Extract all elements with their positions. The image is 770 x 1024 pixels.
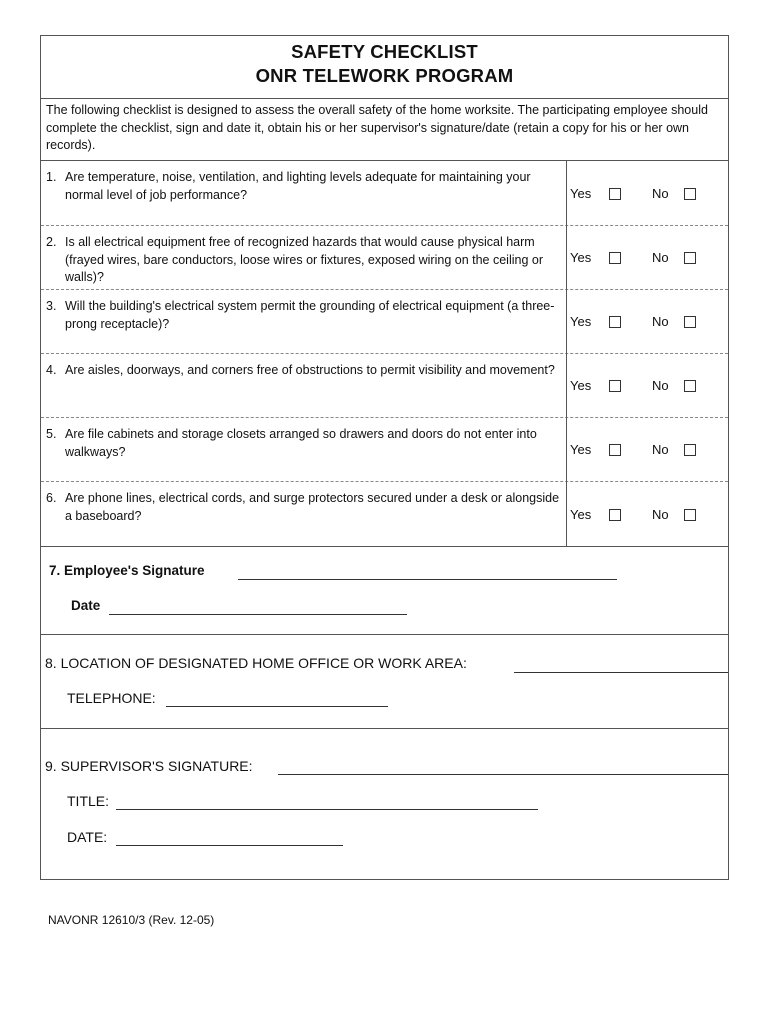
no-checkbox[interactable] — [684, 252, 696, 264]
telephone-label: TELEPHONE: — [67, 690, 156, 706]
supervisor-signature-label: 9. SUPERVISOR'S SIGNATURE: — [45, 758, 253, 774]
column-divider — [566, 482, 567, 547]
no-checkbox[interactable] — [684, 380, 696, 392]
question-number: 1. — [46, 170, 57, 184]
question-text: Are phone lines, electrical cords, and surge protectors secured under a desk or alongside a baseboard? — [65, 491, 560, 523]
yes-checkbox[interactable] — [609, 188, 621, 200]
question-text: Will the building's electrical system permit the grounding of electrical equipment (a three-prong receptacle)? — [65, 299, 555, 331]
form-header — [41, 36, 728, 99]
no-checkbox[interactable] — [684, 188, 696, 200]
yes-label: Yes — [570, 186, 592, 201]
supervisor-title-field[interactable] — [116, 809, 538, 810]
checklist-questions — [41, 161, 728, 547]
yes-checkbox[interactable] — [609, 444, 621, 456]
safety-checklist-form — [40, 35, 729, 880]
question-text-block — [46, 169, 562, 204]
form-subtitle: ONR TELEWORK PROGRAM — [255, 65, 514, 86]
checklist-item — [41, 226, 728, 290]
column-divider — [566, 354, 567, 418]
no-label: No — [652, 186, 669, 201]
yes-label: Yes — [570, 314, 592, 329]
yes-checkbox[interactable] — [609, 380, 621, 392]
checklist-item — [41, 482, 728, 547]
checklist-item — [41, 418, 728, 482]
location-label: 8. LOCATION OF DESIGNATED HOME OFFICE OR WORK AREA: — [45, 655, 467, 671]
yes-label: Yes — [570, 250, 592, 265]
supervisor-section — [41, 729, 728, 879]
supervisor-date-field[interactable] — [116, 845, 343, 846]
question-text-block — [46, 490, 562, 525]
yes-label: Yes — [570, 507, 592, 522]
question-text: Are temperature, noise, ventilation, and lighting levels adequate for maintaining your normal level of job performance? — [65, 170, 531, 202]
no-checkbox[interactable] — [684, 509, 696, 521]
column-divider — [566, 161, 567, 226]
question-number: 2. — [46, 235, 57, 249]
employee-date-label: Date — [71, 598, 101, 613]
no-label: No — [652, 507, 669, 522]
yes-checkbox[interactable] — [609, 252, 621, 264]
no-label: No — [652, 314, 669, 329]
question-number: 4. — [46, 363, 57, 377]
supervisor-title-label: TITLE: — [67, 793, 110, 809]
no-checkbox[interactable] — [684, 316, 696, 328]
question-number: 3. — [46, 299, 57, 313]
employee-date-field[interactable] — [109, 614, 407, 615]
no-label: No — [652, 442, 669, 457]
checklist-item — [41, 290, 728, 354]
supervisor-signature-field[interactable] — [278, 774, 728, 775]
employee-signature-field[interactable] — [238, 579, 617, 580]
question-text: Are file cabinets and storage closets arranged so drawers and doors do not enter into walkways? — [65, 427, 537, 459]
location-section — [41, 635, 728, 729]
question-text: Is all electrical equipment free of recognized hazards that would cause physical harm (frayed wires, bare conductors, loose wires or fixtures, exposed wiring on the ceiling or walls)? — [65, 235, 543, 284]
no-label: No — [652, 378, 669, 393]
yes-checkbox[interactable] — [609, 316, 621, 328]
question-number: 6. — [46, 491, 57, 505]
supervisor-date-label: DATE: — [67, 829, 108, 845]
question-number: 5. — [46, 427, 57, 441]
no-checkbox[interactable] — [684, 444, 696, 456]
question-text: Are aisles, doorways, and corners free of obstructions to permit visibility and movement? — [65, 363, 555, 377]
question-text-block — [46, 362, 562, 380]
no-label: No — [652, 250, 669, 265]
question-text-block — [46, 234, 562, 287]
yes-label: Yes — [570, 378, 592, 393]
yes-checkbox[interactable] — [609, 509, 621, 521]
column-divider — [566, 226, 567, 290]
instructions-text: The following checklist is designed to assess the overall safety of the home worksite. The participating employee should complete the checklist, sign and date it, obtain his or her supervisor's signature/date (retain a copy for his or her own records). — [41, 99, 728, 161]
employee-signature-label: 7. Employee's Signature — [49, 563, 205, 578]
question-text-block — [46, 298, 562, 333]
checklist-item — [41, 161, 728, 226]
column-divider — [566, 418, 567, 482]
checklist-item — [41, 354, 728, 418]
column-divider — [566, 290, 567, 354]
form-title: SAFETY CHECKLIST — [291, 41, 478, 62]
form-number: NAVONR 12610/3 (Rev. 12-05) — [48, 913, 215, 927]
location-field[interactable] — [514, 672, 728, 673]
yes-label: Yes — [570, 442, 592, 457]
question-text-block — [46, 426, 562, 461]
employee-signature-section — [41, 547, 728, 635]
telephone-field[interactable] — [166, 706, 388, 707]
